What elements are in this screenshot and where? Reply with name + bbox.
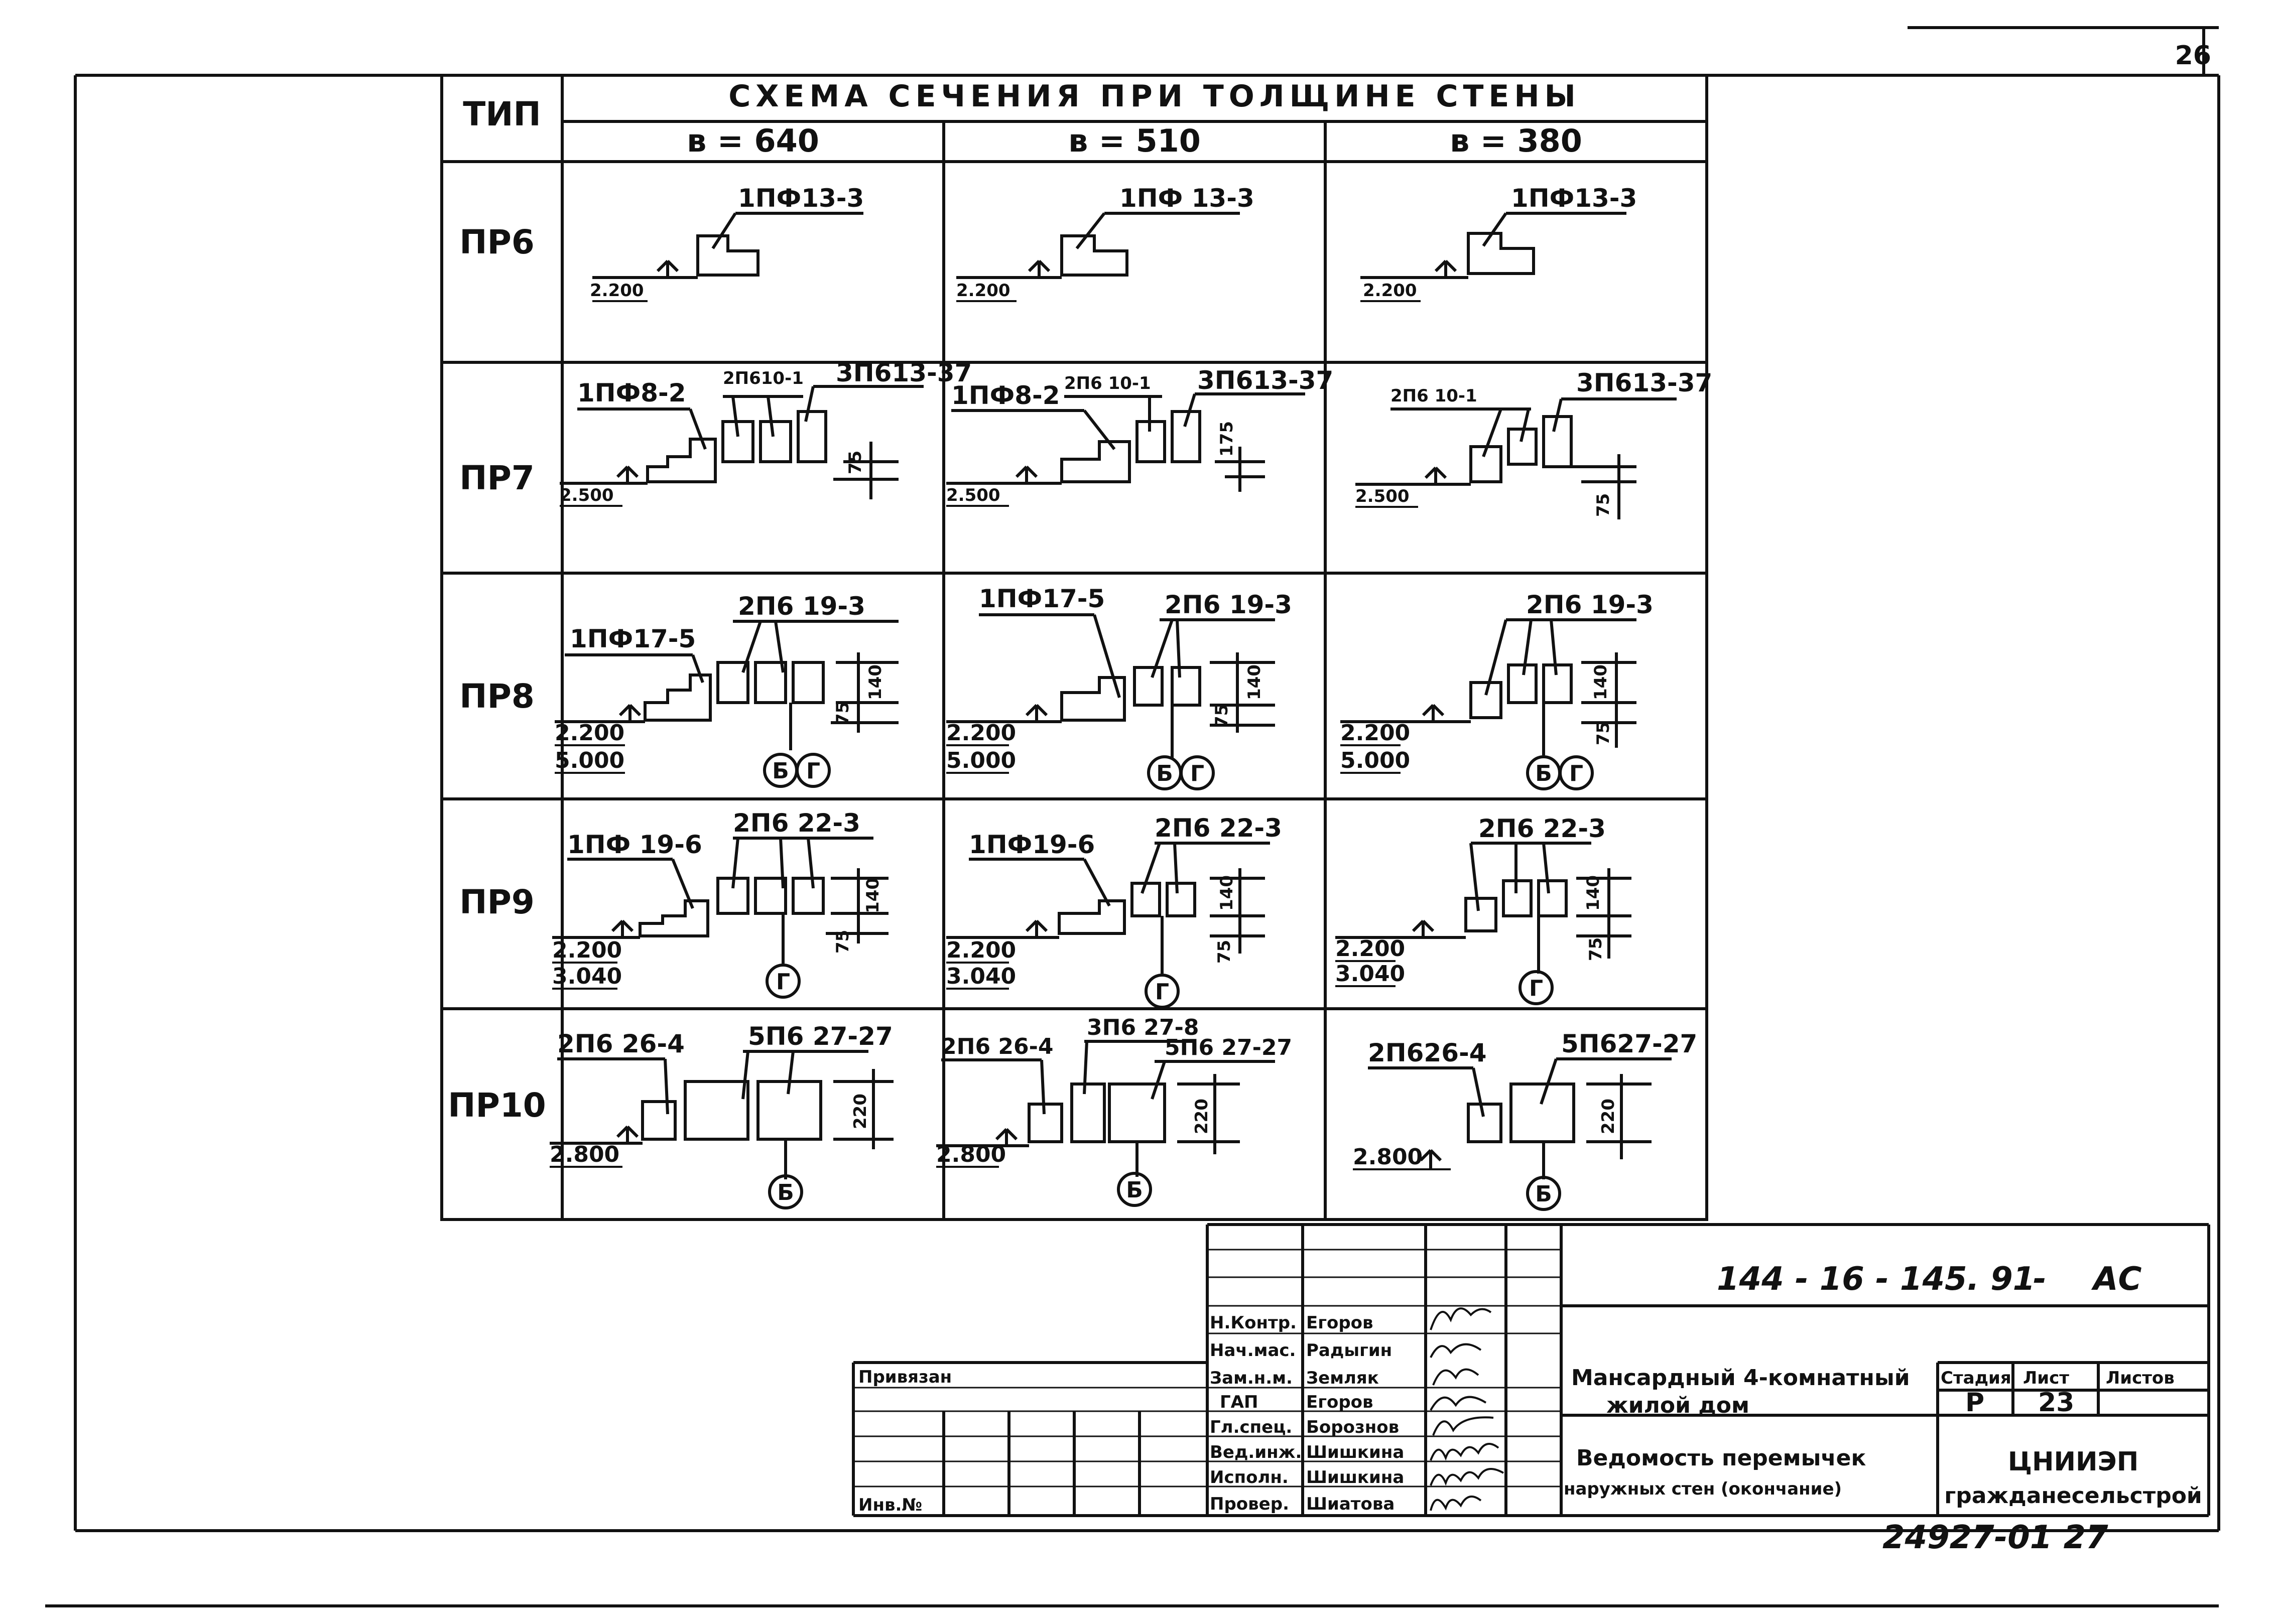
level-mark: 5.000: [1340, 748, 1411, 773]
document-suffix: АС: [2093, 1261, 2142, 1298]
level-mark: 2.200: [1335, 936, 1406, 962]
cell-pr7-380: [1355, 368, 1712, 519]
axis-marker: Б: [772, 758, 789, 784]
cell-pr7-640: [560, 358, 972, 506]
axis-marker: Б: [1535, 761, 1552, 786]
sheet-label: Лист: [2023, 1368, 2069, 1388]
role-label: Н.Контр.: [1210, 1313, 1297, 1333]
cell-pr10-380: [1353, 1029, 1697, 1209]
scheme-header: СХЕМА СЕЧЕНИЯ ПРИ ТОЛЩИНЕ СТЕНЫ: [728, 79, 1581, 114]
level-mark: 2.200: [946, 937, 1017, 963]
person-name: Шишкина: [1306, 1442, 1405, 1462]
dimension: 140: [1591, 664, 1611, 700]
row-type-pr8: ПР8: [459, 677, 535, 716]
type-header: ТИП: [463, 95, 541, 133]
level-mark: 2.200: [946, 720, 1017, 746]
level-mark: 5.000: [946, 748, 1017, 773]
row-type-pr9: ПР9: [459, 883, 535, 921]
dimension: 220: [1598, 1099, 1618, 1134]
person-name: Шишкина: [1306, 1467, 1405, 1487]
level-mark: 5.000: [555, 748, 625, 773]
cell-pr10-510: [936, 1015, 1292, 1205]
sheets-label: Листов: [2106, 1368, 2175, 1388]
axis-marker: Г: [1569, 761, 1584, 786]
stage-label: Стадия: [1941, 1368, 2011, 1388]
cell-pr9-380: [1335, 814, 1631, 1004]
cell-pr7-510: [946, 366, 1333, 506]
title-block: [853, 1225, 2209, 1516]
level-mark: 2.800: [936, 1142, 1006, 1167]
element-label: 2П6 22-3: [1155, 814, 1282, 843]
element-label: 1ПФ13-3: [1511, 184, 1637, 213]
element-label: 2П6 19-3: [1165, 590, 1292, 619]
role-label: Нач.мас.: [1210, 1340, 1296, 1361]
cell-pr6-380: [1360, 184, 1637, 301]
level-mark: 2.200: [555, 720, 625, 746]
dimension: 175: [1217, 421, 1237, 457]
dimension: 75: [1214, 939, 1234, 964]
person-name: Егоров: [1306, 1313, 1373, 1333]
level-mark: 2.500: [560, 485, 614, 505]
person-name: Земляк: [1306, 1368, 1379, 1388]
axis-marker: Г: [1529, 976, 1544, 1001]
axis-marker: Б: [777, 1180, 794, 1205]
role-label: Вед.инж.: [1210, 1442, 1302, 1462]
stage-value: Р: [1965, 1388, 1985, 1418]
dimension: 75: [833, 929, 853, 954]
page-number: 26: [2175, 41, 2211, 71]
element-label: 5П6 27-27: [748, 1022, 893, 1051]
cell-pr8-510: [946, 584, 1292, 789]
organization-name: ЦНИИЭП: [2007, 1447, 2139, 1477]
element-label: 2П6 10-1: [1390, 386, 1477, 406]
element-label: 1ПФ17-5: [570, 624, 696, 653]
role-label: Гл.спец.: [1210, 1417, 1293, 1437]
axis-marker: Г: [776, 969, 791, 995]
person-name: Шиатова: [1306, 1494, 1395, 1514]
level-mark: 2.200: [590, 281, 644, 301]
dimension: 220: [1192, 1099, 1212, 1134]
level-mark: 3.040: [552, 964, 622, 989]
dimension: 140: [1217, 875, 1237, 911]
privyazan-label: Привязан: [858, 1367, 952, 1387]
role-label: Исполн.: [1210, 1467, 1289, 1487]
axis-marker: Б: [1156, 761, 1173, 786]
element-label: 2П6 26-4: [557, 1029, 685, 1058]
person-name: Егоров: [1306, 1392, 1373, 1412]
row-type-pr10: ПР10: [448, 1086, 546, 1125]
width-header-380: в = 380: [1450, 122, 1582, 159]
axis-marker: Б: [1535, 1181, 1552, 1207]
dimension: 75: [1593, 721, 1613, 745]
dimension: 75: [1586, 937, 1606, 961]
element-label: 5П6 27-27: [1165, 1035, 1293, 1060]
axis-marker: Г: [1190, 761, 1205, 786]
level-mark: 3.040: [1335, 961, 1406, 987]
element-label: 1ПФ19-6: [969, 830, 1095, 859]
element-label: 1ПФ8-2: [951, 381, 1060, 410]
dimension: 75: [1593, 493, 1613, 517]
dimension: 75: [833, 701, 853, 725]
level-mark: 2.500: [946, 485, 1000, 505]
element-label: 2П610-1: [723, 368, 804, 388]
width-header-640: в = 640: [687, 122, 819, 159]
dimension: 220: [850, 1094, 870, 1129]
object-title: жилой дом: [1606, 1393, 1749, 1418]
cell-pr9-640: [552, 808, 889, 997]
dimension: 140: [865, 664, 886, 700]
dimension: 75: [1212, 704, 1232, 728]
element-label: 3П6 27-8: [1087, 1015, 1199, 1040]
element-label: 2П6 19-3: [1526, 590, 1654, 619]
element-label: 2П6 22-3: [733, 808, 860, 838]
dimension: 75: [845, 450, 865, 474]
axis-marker: Г: [806, 758, 821, 784]
element-label: 2П626-4: [1368, 1038, 1487, 1067]
row-type-pr7: ПР7: [459, 459, 535, 497]
element-label: 1ПФ17-5: [979, 584, 1105, 613]
inventory-number-label: Инв.№: [858, 1495, 923, 1515]
cell-pr8-380: [1340, 590, 1654, 789]
element-label: 3П613-37: [836, 358, 972, 387]
document-code: 144 - 16 - 145. 91: [1717, 1261, 2036, 1298]
element-label: 1ПФ13-3: [738, 184, 864, 213]
row-type-pr6: ПР6: [459, 223, 535, 261]
signatures: [1431, 1308, 1503, 1511]
axis-marker: Б: [1126, 1177, 1143, 1203]
sheet-title: Ведомость перемычек: [1576, 1445, 1866, 1471]
element-label: 1ПФ8-2: [577, 378, 686, 408]
element-label: 3П613-37: [1576, 368, 1713, 397]
element-label: 3П613-37: [1197, 366, 1334, 395]
level-mark: 2.200: [1340, 720, 1411, 746]
width-header-510: в = 510: [1068, 122, 1201, 159]
cell-pr6-640: [590, 184, 864, 301]
level-mark: 3.040: [946, 964, 1017, 989]
cell-pr10-640: [550, 1022, 894, 1208]
element-label: 2П6 10-1: [1064, 373, 1151, 393]
element-label: 2П6 19-3: [738, 592, 865, 621]
level-mark: 2.800: [1353, 1144, 1423, 1170]
organization-name: гражданесельстрой: [1944, 1483, 2202, 1509]
level-mark: 2.500: [1355, 486, 1410, 506]
cell-pr9-510: [946, 814, 1282, 1007]
level-mark: 2.200: [552, 937, 622, 963]
person-name: Радыгин: [1306, 1340, 1393, 1361]
role-label: ГАП: [1220, 1392, 1258, 1412]
dimension: 140: [1583, 875, 1603, 911]
cell-pr8-640: [555, 592, 899, 786]
level-mark: 2.200: [1363, 281, 1417, 301]
role-label: Зам.н.м.: [1210, 1368, 1293, 1388]
role-label: Провер.: [1210, 1494, 1289, 1514]
sheet-value: 23: [2038, 1388, 2075, 1418]
document-code-dash: -: [2033, 1261, 2047, 1298]
axis-marker: Г: [1155, 979, 1170, 1005]
person-name: Борознов: [1306, 1417, 1400, 1437]
element-label: 2П6 22-3: [1478, 814, 1606, 843]
bottom-archive-number: 24927-01 27: [1882, 1519, 2108, 1556]
element-label: 5П627-27: [1561, 1029, 1698, 1058]
level-mark: 2.800: [550, 1142, 620, 1167]
element-label: 1ПФ 19-6: [567, 830, 702, 859]
level-mark: 2.200: [956, 281, 1010, 301]
dimension: 140: [863, 878, 883, 913]
sheet-title: наружных стен (окончание): [1564, 1479, 1842, 1499]
cell-pr6-510: [956, 184, 1254, 301]
element-label: 2П6 26-4: [941, 1034, 1054, 1059]
dimension: 140: [1244, 664, 1264, 700]
object-title: Мансардный 4-комнатный: [1571, 1365, 1910, 1391]
element-label: 1ПФ 13-3: [1119, 184, 1254, 213]
